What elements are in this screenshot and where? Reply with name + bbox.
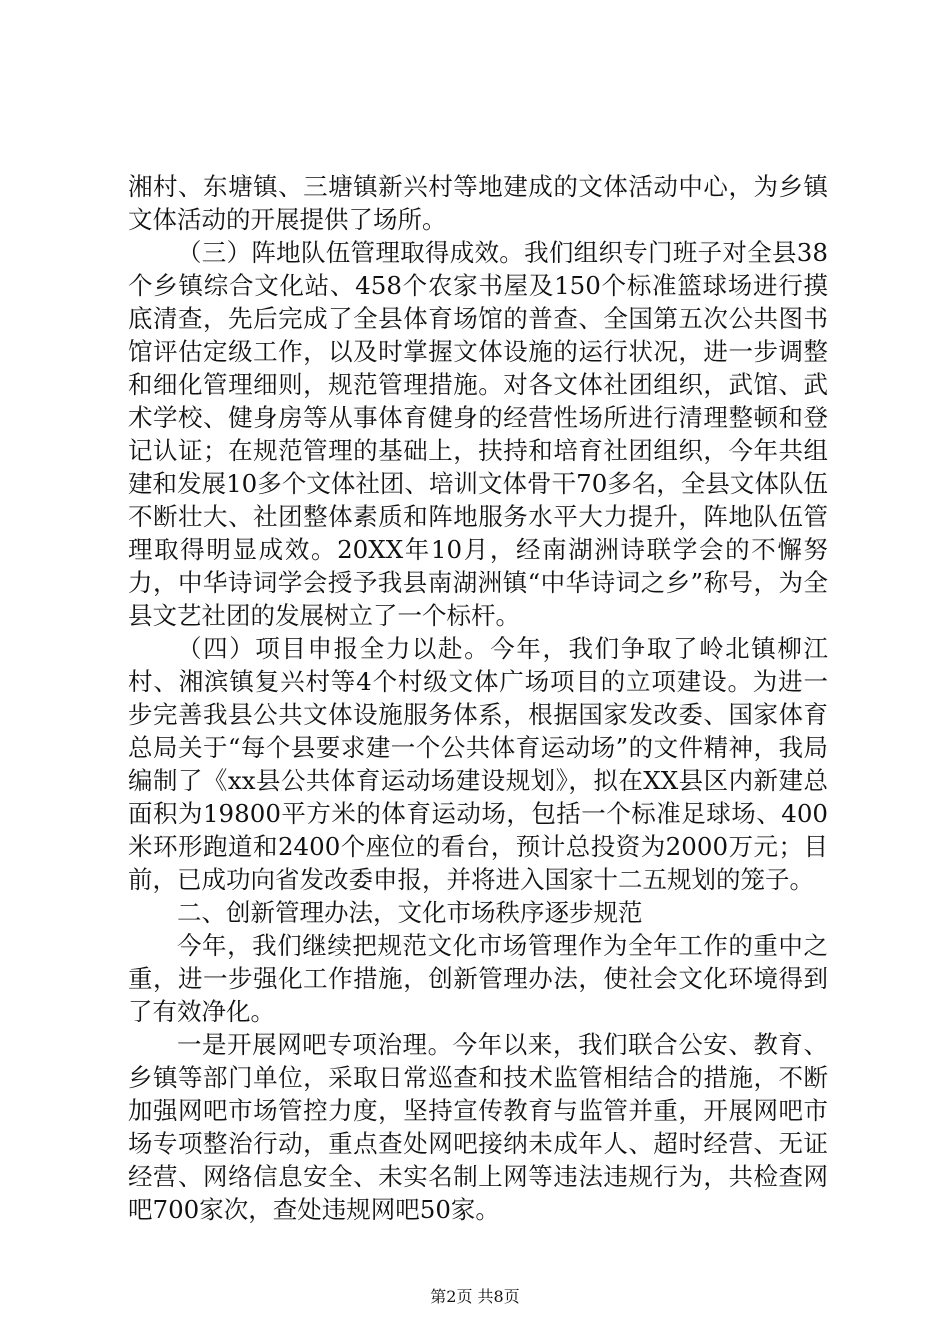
paragraph-continuation: 湘村、东塘镇、三塘镇新兴村等地建成的文体活动中心，为乡镇文体活动的开展提供了场所。 bbox=[128, 172, 828, 234]
paragraph-section-4: （四）项目申报全力以赴。今年，我们争取了岭北镇柳江村、湘滨镇复兴村等4个村级文体广场项目的立项建设。为进一步完善我县公共文体设施服务体系，根据国家发改委、国家体育总局关于“每个县要求建一个公共体育运动场”的文件精神，我局编制了《xx县公共体育运动场建设规划》，拟在XX县区内新建总面积为19800平方米的体育运动场，包括一个标准足球场、400米环形跑道和2400个座位的看台，预计总投资为2000万元；目前，已成功向省发改委申报，并将进入国家十二五规划的笼子。 bbox=[128, 634, 828, 894]
page-footer: 第2页 共8页 bbox=[430, 1287, 520, 1306]
document-body bbox=[128, 170, 828, 1226]
paragraph-intro: 今年，我们继续把规范文化市场管理作为全年工作的重中之重，进一步强化工作措施，创新管理办法，使社会文化环境得到了有效净化。 bbox=[128, 931, 828, 1026]
paragraph-section-3: （三）阵地队伍管理取得成效。我们组织专门班子对全县38个乡镇综合文化站、458个农家书屋及150个标准篮球场进行摸底清查，先后完成了全县体育场馆的普查、全国第五次公共图书馆评估定级工作，以及时掌握文体设施的运行状况，进一步调整和细化管理细则，规范管理措施。对各文体社团组织，武馆、武术学校、健身房等从事体育健身的经营性场所进行清理整顿和登记认证；在规范管理的基础上，扶持和培育社团组织，今年共组建和发展10多个文体社团、培训文体骨干70多名，全县文体队伍不断壮大、社团整体素质和阵地服务水平大力提升，阵地队伍管理取得明显成效。20XX年10月，经南湖洲诗联学会的不懈努力，中华诗词学会授予我县南湖洲镇“中华诗词之乡”称号，为全县文艺社团的发展树立了一个标杆。 bbox=[128, 238, 828, 630]
paragraph-internet-cafe: 一是开展网吧专项治理。今年以来，我们联合公安、教育、乡镇等部门单位，采取日常巡查和技术监管相结合的措施，不断加强网吧市场管控力度，坚持宣传教育与监管并重，开展网吧市场专项整治行动，重点查处网吧接纳未成年人、超时经营、无证经营、网络信息安全、未实名制上网等违法违规行为，共检查网吧700家次，查处违规网吧50家。 bbox=[128, 1030, 828, 1224]
section-heading-2: 二、创新管理办法，文化市场秩序逐步规范 bbox=[177, 898, 643, 927]
